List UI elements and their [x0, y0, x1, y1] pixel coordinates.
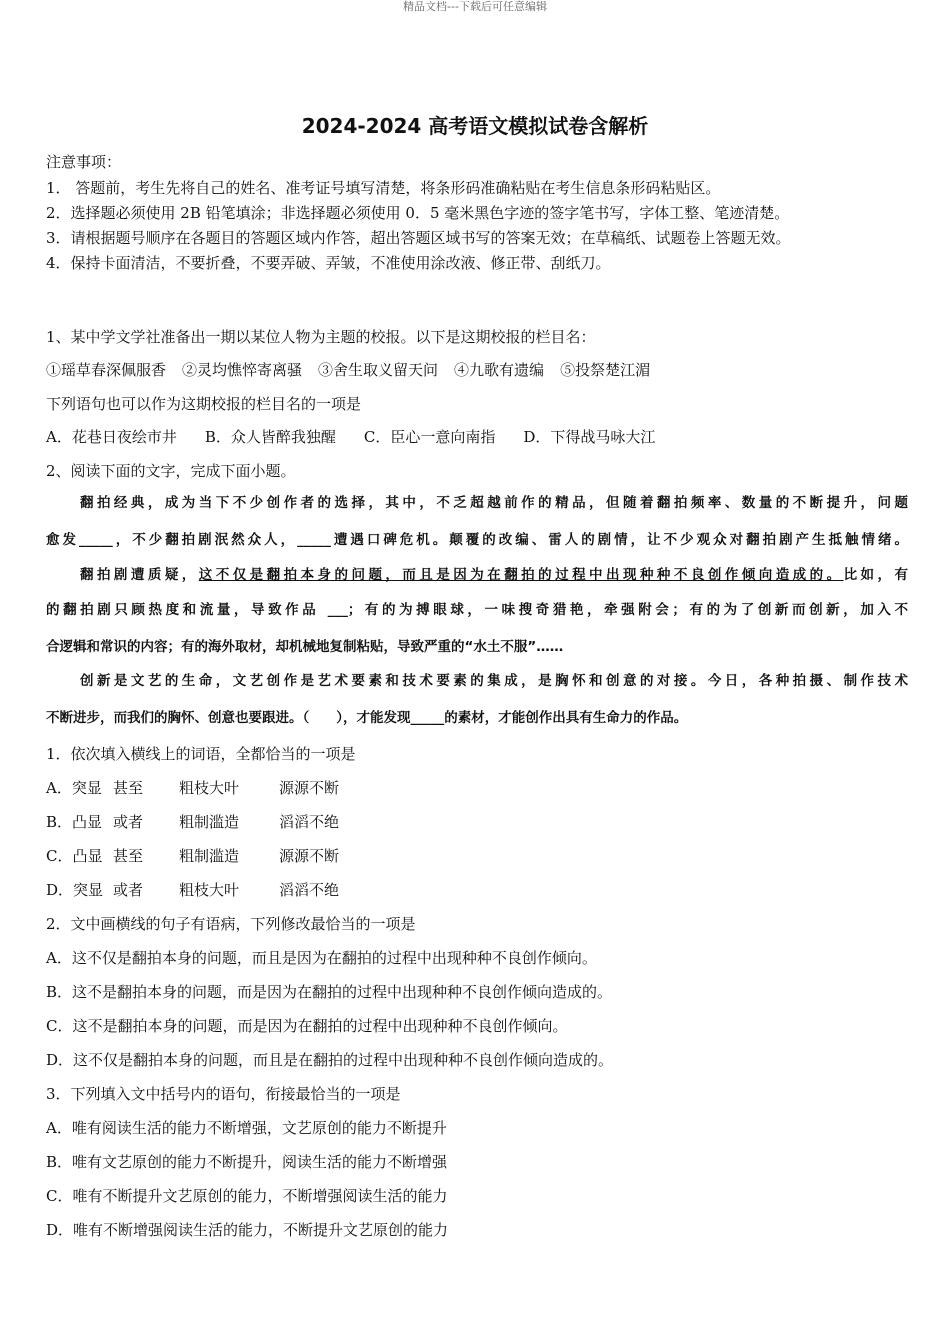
q1-column: ⑤投祭楚江湄 — [560, 361, 651, 379]
passage-text: 翻拍剧遭质疑， — [80, 567, 199, 583]
sub1-cell: 粗枝大叶 — [179, 779, 240, 797]
notice-item: 2．选择题必须使用 2B 铅笔填涂；非选择题必须使用 0．5 毫米黑色字迹的签字笔书写，字体工整、笔迹清楚。 — [46, 204, 790, 222]
sub1-cell: 滔滔不绝 — [279, 813, 340, 831]
passage-line: 翻拍经典，成为当下不少创作者的选择，其中，不乏超越前作的精品，但随着翻拍频率、数量的不断提升，问题 — [80, 495, 908, 511]
q1-columns — [46, 360, 650, 380]
q1-column: ④九歌有遗编 — [454, 361, 545, 379]
sub2-question: 2．文中画横线的句子有语病，下列修改最恰当的一项是 — [46, 915, 416, 933]
sub1-cell: 源源不断 — [279, 847, 340, 865]
sub1-option-row — [46, 880, 359, 900]
passage-line: 的翻拍剧只顾热度和流量，导致作品 ___；有的为搏眼球，一味搜奇猎艳，牵强附会；有的为了创新而创新，加入不 — [46, 602, 908, 618]
notice-item: 4．保持卡面清洁，不要折叠，不要弄破、弄皱，不准使用涂改液、修正带、刮纸刀。 — [46, 254, 611, 272]
underlined-sentence: 这不仅是翻拍本身的问题，而且是因为在翻拍的过程中出现种种不良创作倾向造成的。 — [198, 567, 844, 583]
q1-question: 下列语句也可以作为这期校报的栏目名的一项是 — [46, 395, 362, 413]
sub1-cell: D．突显 — [46, 881, 104, 899]
q1-option-d: D．下得战马咏大江 — [523, 428, 656, 446]
sub1-cell: A．突显 — [46, 779, 102, 797]
sub1-cell: 源源不断 — [279, 779, 340, 797]
notice-heading: 注意事项： — [46, 153, 122, 171]
sub2-option-a: A．这不仅是翻拍本身的问题，而且是因为在翻拍的过程中出现种种不良创作倾向。 — [46, 949, 597, 967]
sub3-option-b: B．唯有文艺原创的能力不断提升，阅读生活的能力不断增强 — [46, 1153, 448, 1171]
q2-stem: 2、阅读下面的文字，完成下面小题。 — [46, 462, 296, 480]
passage-line — [46, 557, 908, 593]
q1-stem: 1、某中学文学社准备出一期以某位人物为主题的校报。以下是这期校报的栏目名： — [46, 328, 596, 346]
passage-line: 愈发_____，不少翻拍剧泯然众人，_____遭遇口碑危机。颠覆的改编、雷人的剧情，让不少观众对翻拍剧产生抵触情绪。 — [46, 532, 908, 548]
notice-item: 3．请根据题号顺序在各题目的答题区域内作答，超出答题区域书写的答案无效；在草稿纸、试题卷上答题无效。 — [46, 229, 791, 247]
sub1-option-row — [46, 778, 359, 798]
sub1-option-row — [46, 812, 359, 832]
sub1-cell: 滔滔不绝 — [279, 881, 340, 899]
sub1-cell: B．凸显 — [46, 813, 103, 831]
sub1-cell: 粗枝大叶 — [179, 881, 240, 899]
sub1-option-row — [46, 846, 359, 866]
notice-item: 1． 答题前，考生先将自己的姓名、准考证号填写清楚，将条形码准确粘贴在考生信息条形码粘贴区。 — [46, 179, 721, 197]
passage-line: 不断进步，而我们的胸怀、创意也要跟进。（ ），才能发现_____的素材，才能创作出具有生命力的作品。 — [46, 710, 688, 726]
sub1-question: 1．依次填入横线上的词语，全都恰当的一项是 — [46, 745, 356, 763]
sub1-cell: C．凸显 — [46, 847, 103, 865]
sub3-option-d: D．唯有不断增强阅读生活的能力，不断提升文艺原创的能力 — [46, 1221, 449, 1239]
sub1-cell: 粗制滥造 — [179, 847, 240, 865]
header-note: 精品文档---下载后可任意编辑 — [403, 0, 547, 13]
q1-column: ②灵均憔悴寄离骚 — [182, 361, 303, 379]
sub3-question: 3．下列填入文中括号内的语句，衔接最恰当的一项是 — [46, 1085, 401, 1103]
passage-text: 比如，有 — [843, 567, 908, 583]
sub2-option-d: D．这不仅是翻拍本身的问题，而且是在翻拍的过程中出现种种不良创作倾向造成的。 — [46, 1051, 614, 1069]
passage-line: 合逻辑和常识的内容；有的海外取材，却机械地复制粘贴，导致严重的“水土不服”…… — [46, 639, 564, 655]
sub1-cell: 或者 — [113, 881, 144, 899]
q1-column: ③舍生取义留天问 — [318, 361, 439, 379]
sub1-cell: 甚至 — [113, 847, 144, 865]
q1-option-a: A．花巷日夜绘市井 — [46, 428, 177, 446]
sub3-option-c: C．唯有不断提升文艺原创的能力，不断增强阅读生活的能力 — [46, 1187, 448, 1205]
sub2-option-c: C．这不是翻拍本身的问题，而是因为在翻拍的过程中出现种种不良创作倾向。 — [46, 1017, 568, 1035]
q1-option-b: B．众人皆醉我独醒 — [204, 428, 336, 446]
passage-line: 创新是文艺的生命，文艺创作是艺术要素和技术要素的集成，是胸怀和创意的对接。今日，各种拍摄、制作技术 — [80, 673, 908, 689]
sub1-cell: 甚至 — [113, 779, 144, 797]
sub1-cell: 或者 — [113, 813, 144, 831]
q1-options — [46, 427, 655, 447]
page-title: 2024-2024 高考语文模拟试卷含解析 — [301, 114, 649, 138]
sub3-option-a: A．唯有阅读生活的能力不断增强，文艺原创的能力不断提升 — [46, 1119, 447, 1137]
q1-option-c: C．臣心一意向南指 — [363, 428, 496, 446]
sub2-option-b: B．这不是翻拍本身的问题，而是因为在翻拍的过程中出现种种不良创作倾向造成的。 — [46, 983, 613, 1001]
sub1-cell: 粗制滥造 — [179, 813, 240, 831]
q1-column: ①瑶草春深佩服香 — [46, 361, 167, 379]
